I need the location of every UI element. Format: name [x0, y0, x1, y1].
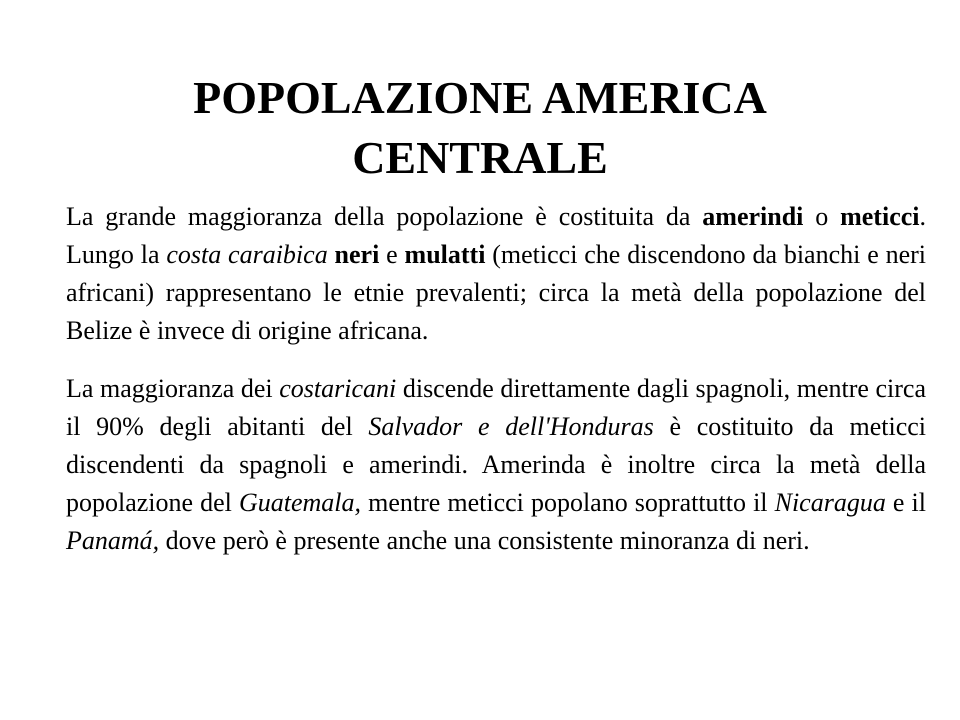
paragraph-1-text-segment: e: [379, 240, 405, 269]
paragraph-2-text-segment: è costituito da meticci discendenti da spagnoli e amerindi. Amerinda è inoltre circa la metà della popolazione del: [66, 412, 927, 517]
paragraph-2-emphasis-italic-segment: Guatemala,: [238, 488, 362, 517]
paragraph-1-text-segment: La grande maggioranza della popolazione è costituita da: [66, 202, 703, 231]
paragraph-2-text-segment: discende direttamente dagli spagnoli, mentre circa il 90% degli abitanti del: [66, 374, 927, 441]
slide-body: [66, 198, 926, 560]
paragraph-1-emphasis-bold-segment: meticci: [840, 202, 920, 231]
paragraph-2-text-segment: La maggioranza dei: [66, 374, 280, 403]
slide-title: POPOLAZIONE AMERICA CENTRALE: [193, 72, 767, 183]
paragraph-2-text-segment: dove però è presente anche una consistente minoranza di neri.: [159, 526, 810, 555]
paragraph-2-emphasis-italic-segment: costaricani: [279, 374, 397, 403]
paragraph-1-text-segment: (meticci che discendono da bianchi e neri africani) rappresentano le etnie prevalenti; circa la metà della popolazione del Belize è invece di origine africana.: [66, 240, 926, 345]
paragraph-2-text-segment: e il: [885, 488, 926, 517]
paragraph-ethnic-composition: [66, 198, 926, 350]
paragraph-2-text-segment: mentre meticci popolano soprattutto il: [361, 488, 775, 517]
paragraph-1-emphasis-italic-segment: costa caraibica: [166, 240, 328, 269]
paragraph-country-breakdown: [66, 370, 926, 560]
paragraph-1-text-segment: . Lungo la: [66, 202, 926, 269]
paragraph-2-emphasis-italic-segment: Panamá,: [66, 526, 160, 555]
paragraph-2-emphasis-italic-segment: Nicaragua: [774, 488, 886, 517]
paragraph-1-emphasis-bold-segment: amerindi: [702, 202, 804, 231]
paragraph-1-text-segment: o: [803, 202, 841, 231]
paragraph-2-emphasis-italic-segment: Salvador e dell'Honduras: [368, 412, 654, 441]
paragraph-1-emphasis-bold-segment: mulatti: [404, 240, 486, 269]
paragraph-1-emphasis-bold-segment: neri: [334, 240, 380, 269]
paragraph-1-text-segment: [328, 240, 335, 269]
